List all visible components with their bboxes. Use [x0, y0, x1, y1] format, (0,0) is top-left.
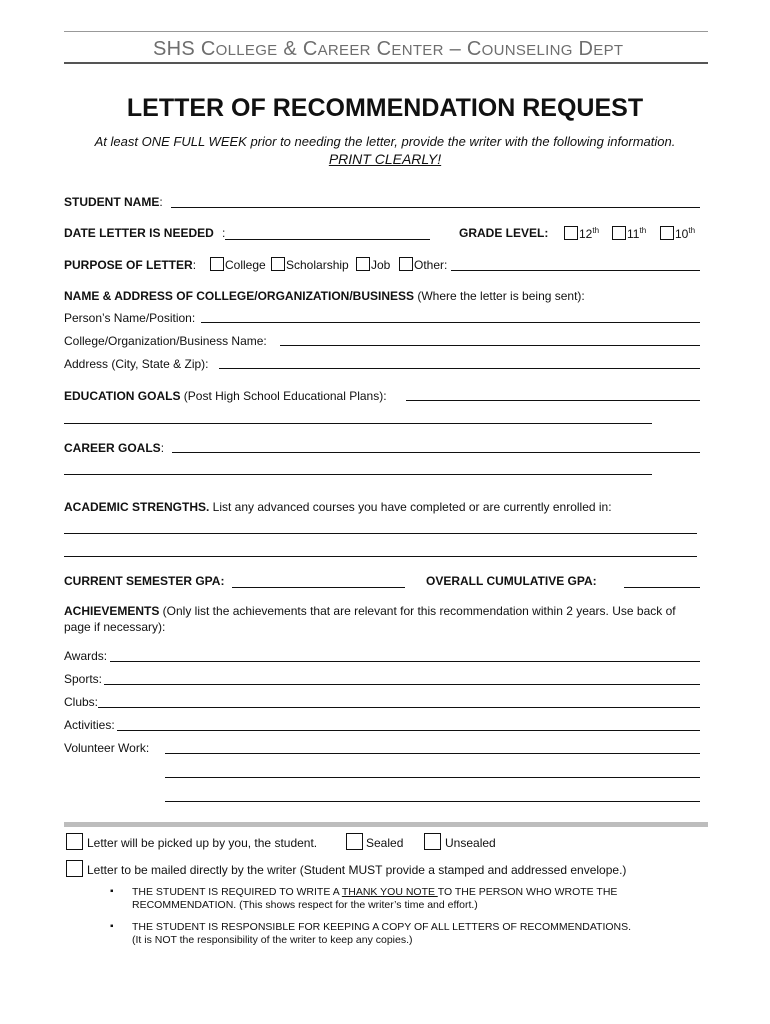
academic-strengths-label: ACADEMIC STRENGTHS. List any advanced courses you have completed or are currently enrolled in: [64, 500, 612, 514]
bullet-icon: ▪ [110, 886, 114, 897]
activities-label: Activities: [64, 718, 115, 732]
pickup-checkbox[interactable] [66, 833, 83, 850]
purpose-scholarship-checkbox[interactable] [271, 257, 285, 271]
education-goals-field-line2[interactable] [64, 423, 652, 424]
activities-field[interactable] [117, 730, 700, 731]
volunteer-work-field[interactable] [165, 753, 700, 754]
print-clearly-text: PRINT CLEARLY! [328, 151, 442, 167]
student-name-label: STUDENT NAME: [64, 195, 163, 209]
volunteer-work-label: Volunteer Work: [64, 741, 150, 755]
organization-name-label: College/Organization/Business Name: [64, 334, 267, 348]
purpose-label: PURPOSE OF LETTER: [64, 258, 197, 272]
grade-12-label: 12th [579, 226, 600, 241]
career-goals-field[interactable] [172, 452, 700, 453]
education-goals-field[interactable] [406, 400, 700, 401]
header-bottom-rule [64, 62, 708, 64]
address-section-heading: NAME & ADDRESS OF COLLEGE/ORGANIZATION/BUSINESS (Where the letter is being sent): [64, 289, 585, 303]
bullet-icon: ▪ [110, 921, 114, 932]
section-divider [64, 822, 708, 827]
sports-field[interactable] [104, 684, 700, 685]
purpose-job-checkbox[interactable] [356, 257, 370, 271]
sealed-label: Sealed [366, 836, 404, 850]
unsealed-checkbox[interactable] [424, 833, 441, 850]
grade-10-label: 10th [675, 226, 696, 241]
purpose-college-label: College [225, 258, 266, 272]
address-field[interactable] [219, 368, 700, 369]
academic-strengths-field-line2[interactable] [64, 556, 697, 557]
academic-strengths-field[interactable] [64, 533, 697, 534]
purpose-other-field[interactable] [451, 270, 700, 271]
purpose-job-label: Job [371, 258, 391, 272]
copy-responsibility-note: THE STUDENT IS RESPONSIBLE FOR KEEPING A COPY OF ALL LETTERS OF RECOMMENDATIONS. (It is NOT the responsibility of the writer to keep any copies.) [132, 921, 632, 946]
education-goals-label: EDUCATION GOALS (Post High School Educational Plans): [64, 389, 387, 403]
volunteer-work-field-line2[interactable] [165, 777, 700, 778]
current-gpa-field[interactable] [232, 587, 405, 588]
date-needed-field[interactable] [225, 239, 430, 240]
page-title: LETTER OF RECOMMENDATION REQUEST [126, 94, 644, 122]
grade-level-label: GRADE LEVEL: [459, 226, 549, 240]
overall-gpa-field[interactable] [624, 587, 700, 588]
mailed-checkbox[interactable] [66, 860, 83, 877]
awards-label: Awards: [64, 649, 108, 663]
volunteer-work-field-line3[interactable] [165, 801, 700, 802]
sealed-checkbox[interactable] [346, 833, 363, 850]
grade-11-label: 11th [627, 226, 647, 241]
awards-field[interactable] [110, 661, 700, 662]
grade-12-checkbox[interactable] [564, 226, 578, 240]
current-gpa-label: CURRENT SEMESTER GPA: [64, 574, 225, 588]
instructions-text: At least ONE FULL WEEK prior to needing the letter, provide the writer with the following information. [94, 134, 676, 149]
date-needed-label: DATE LETTER IS NEEDED [64, 226, 214, 240]
mailed-label: Letter to be mailed directly by the writer (Student MUST provide a stamped and addressed envelope.) [87, 863, 627, 877]
organization-name-field[interactable] [280, 345, 700, 346]
purpose-scholarship-label: Scholarship [286, 258, 349, 272]
header-top-rule [64, 31, 708, 32]
career-goals-field-line2[interactable] [64, 474, 652, 475]
purpose-other-checkbox[interactable] [399, 257, 413, 271]
overall-gpa-label: OVERALL CUMULATIVE GPA: [426, 574, 597, 588]
student-name-field[interactable] [171, 207, 700, 208]
clubs-field[interactable] [98, 707, 700, 708]
unsealed-label: Unsealed [445, 836, 496, 850]
purpose-other-label: Other: [414, 258, 448, 272]
grade-11-checkbox[interactable] [612, 226, 626, 240]
clubs-label: Clubs: [64, 695, 99, 709]
achievements-heading: ACHIEVEMENTS (Only list the achievements that are relevant for this recommendation within 2 years. Use back of [64, 604, 676, 618]
pickup-label: Letter will be picked up by you, the student. [87, 836, 318, 850]
address-label: Address (City, State & Zip): [64, 357, 209, 371]
person-name-label: Person’s Name/Position: [64, 311, 196, 325]
grade-10-checkbox[interactable] [660, 226, 674, 240]
career-goals-label: CAREER GOALS: [64, 441, 165, 455]
sports-label: Sports: [64, 672, 103, 686]
person-name-field[interactable] [201, 322, 700, 323]
thank-you-note-requirement: THE STUDENT IS REQUIRED TO WRITE A THANK YOU NOTE TO THE PERSON WHO WROTE THE RECOMMENDATION. (This shows respect for the writer’s time and effort.) [132, 886, 618, 911]
purpose-college-checkbox[interactable] [210, 257, 224, 271]
achievements-note-line2: page if necessary): [64, 620, 166, 634]
department-header: SHS COLLEGE & CAREER CENTER – COUNSELING DEPT [153, 38, 624, 60]
